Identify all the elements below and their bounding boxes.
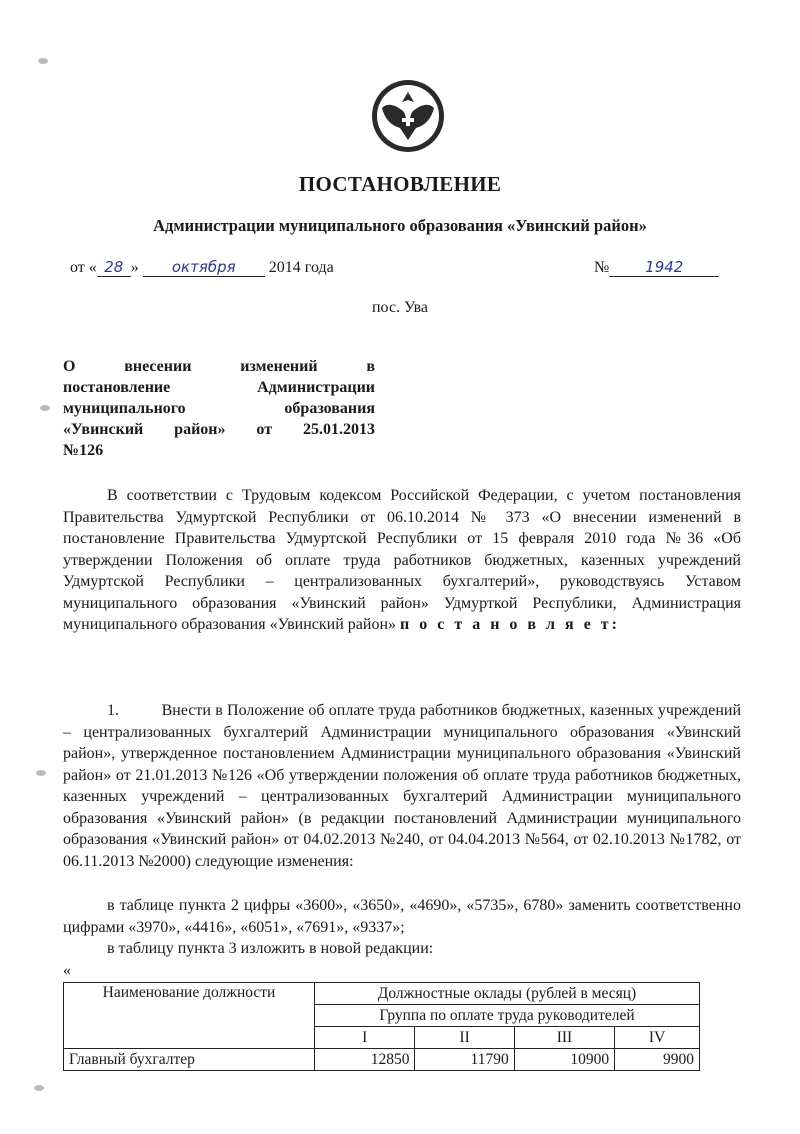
document-number-line [594, 258, 719, 277]
preamble-text: В соответствии с Трудовым кодексом Российской Федерации, с учетом постановления Правительства Удмуртской Республики от 06.10.2014 № 373 «О внесении изменений в постановление Правительства Удмуртской Республики от 15 февраля 2010 года №36 «Об утверждении Положения об оплате труда работников бюджетных, казенных учреждений Удмуртской Республики – централизованных бухгалтерий», руководствуясь Уставом муниципального образования «Увинский район» Удмурткой Республики, Администрация муниципального образования «Увинский район» [63, 487, 741, 633]
salary-cell: 11790 [415, 1049, 514, 1071]
header-position: Наименование должности [64, 983, 315, 1049]
decree-word: п о с т а н о в л я е т: [400, 616, 620, 633]
group-label: II [415, 1027, 514, 1049]
item-text: Внести в Положение об оплате труда работников бюджетных, казенных учреждений – централизованных бухгалтерий Администрации муниципального образования «Увинский район», утвержденное постановлением Администрации муниципального образования «Увинский район» от 21.01.2013 №126 «Об утверждении положения об оплате труда работников бюджетных, казенных учреждений – централизованных бухгалтерий Администрации муниципального образования «Увинский район» (в редакции постановлений Администрации муниципального образования «Увинский район» от 04.02.2013 №240, от 04.04.2013 №564, от 02.10.2013 №1782, от 06.11.2013 №2000) следующие изменения: [63, 702, 742, 870]
scan-speck [40, 405, 50, 411]
date-prefix: от « [70, 259, 97, 276]
group-label: III [514, 1027, 614, 1049]
item-number: 1. [107, 702, 119, 719]
change-1-paragraph: в таблице пункта 2 цифры «3600», «3650», «4690», «5735», 6780» заменить соответственно цифрами «3970», «4416», «6051», «7691», «9337»; [63, 897, 741, 936]
table-row [64, 1049, 700, 1071]
item-1-paragraph [63, 700, 741, 872]
group-label: IV [615, 1027, 700, 1049]
salary-cell: 12850 [315, 1049, 415, 1071]
change-2-paragraph: в таблицу пункта 3 изложить в новой редакции: [107, 940, 434, 957]
subject-line: №126 [63, 442, 104, 459]
place-of-issue: пос. Ува [371, 299, 429, 316]
scan-speck [34, 1085, 44, 1091]
date-line [70, 258, 334, 277]
issuing-authority: Администрации муниципального образования «Увинский район» [153, 216, 647, 235]
group-label: I [315, 1027, 415, 1049]
scan-speck [36, 770, 46, 776]
number-label: № [594, 259, 610, 276]
salary-table [63, 982, 700, 1071]
position-cell: Главный бухгалтер [64, 1049, 315, 1071]
date-month: октября [143, 258, 265, 277]
salary-cell: 10900 [514, 1049, 614, 1071]
coat-of-arms-emblem [370, 78, 446, 154]
salary-cell: 9900 [615, 1049, 700, 1071]
subject-line: «Увинский район» от 25.01.2013 [63, 421, 375, 438]
table-header-row [64, 983, 700, 1005]
header-salaries: Должностные оклады (рублей в месяц) [315, 983, 700, 1005]
subject-line: муниципального образования [63, 400, 375, 417]
header-group: Группа по оплате труда руководителей [315, 1005, 700, 1027]
document-number: 1942 [609, 258, 719, 277]
date-mid: » [130, 259, 139, 276]
scan-speck [38, 58, 48, 64]
subject-line: постановление Администрации [63, 379, 375, 396]
date-day: 28 [97, 258, 131, 277]
document-title: ПОСТАНОВЛЕНИЕ [298, 172, 502, 196]
preamble-paragraph [63, 485, 741, 636]
document-subject [63, 356, 375, 461]
subject-line: О внесении изменений в [63, 358, 375, 375]
opening-quote: « [63, 962, 71, 979]
date-year: 2014 года [268, 259, 334, 276]
